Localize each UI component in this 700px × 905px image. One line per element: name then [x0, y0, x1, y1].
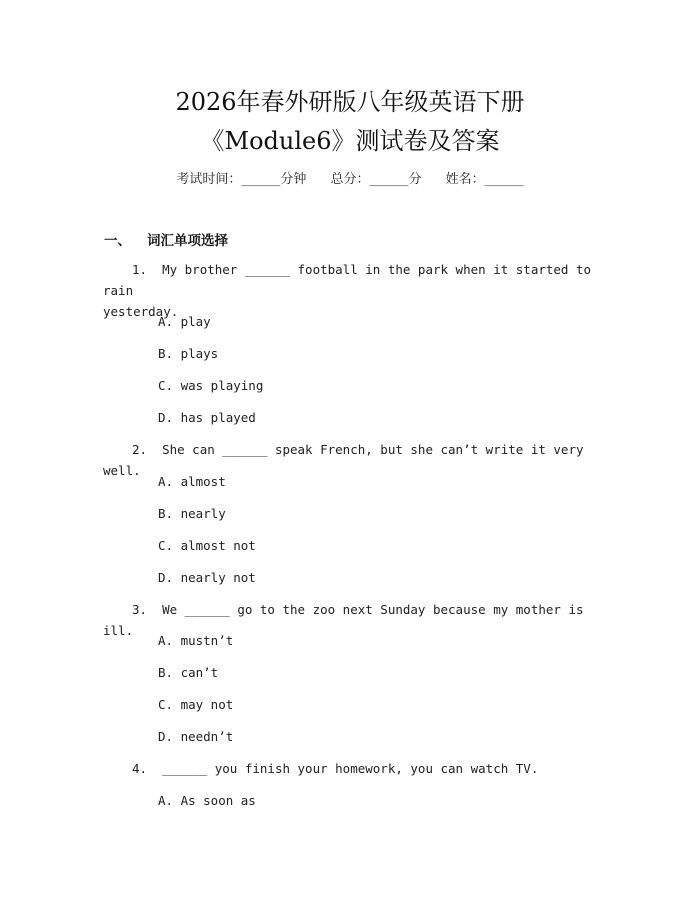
- question-number: 1.: [131, 262, 147, 277]
- option-b: B. can’t: [158, 665, 219, 680]
- total-score-field: 总分：______分: [330, 172, 422, 187]
- section-title: 词汇单项选择: [147, 233, 228, 249]
- option-b: B. nearly: [158, 506, 226, 521]
- option-c: C. was playing: [158, 378, 264, 393]
- option-b: B. plays: [158, 346, 219, 361]
- question-text-continued: yesterday.: [103, 304, 179, 319]
- option-c: C. may not: [158, 697, 234, 712]
- exam-time-field: 考试时间：______分钟: [176, 172, 307, 187]
- option-d: D. has played: [158, 410, 256, 425]
- option-c: C. almost not: [158, 538, 256, 553]
- question-stem: We ______ go to the zoo next Sunday because my mother is ill.: [103, 602, 584, 638]
- exam-title-line2: 《Module6》测试卷及答案: [200, 127, 500, 155]
- question-text: [103, 758, 593, 779]
- option-d: D. needn’t: [158, 729, 234, 744]
- question-4: [103, 758, 593, 779]
- student-name-field: 姓名：______: [445, 172, 524, 187]
- question-stem: ______ you finish your homework, you can watch TV.: [162, 761, 539, 776]
- option-a: A. mustn’t: [158, 633, 234, 648]
- exam-meta-line: [0, 168, 700, 187]
- section-number: 一、: [104, 233, 131, 249]
- option-a: A. As soon as: [158, 793, 256, 808]
- exam-title-line1: 2026年春外研版八年级英语下册: [175, 88, 525, 116]
- question-number: 4.: [131, 761, 147, 776]
- question-number: 3.: [131, 602, 147, 617]
- option-a: A. almost: [158, 474, 226, 489]
- question-stem: My brother ______ football in the park when it started to rain: [103, 262, 592, 298]
- question-stem: She can ______ speak French, but she can’t write it very well.: [103, 442, 584, 478]
- question-number: 2.: [131, 442, 147, 457]
- question-text: [103, 259, 593, 301]
- option-d: D. nearly not: [158, 570, 256, 585]
- question-1: [103, 259, 593, 322]
- option-a: A. play: [158, 314, 211, 329]
- section-heading: [104, 229, 228, 249]
